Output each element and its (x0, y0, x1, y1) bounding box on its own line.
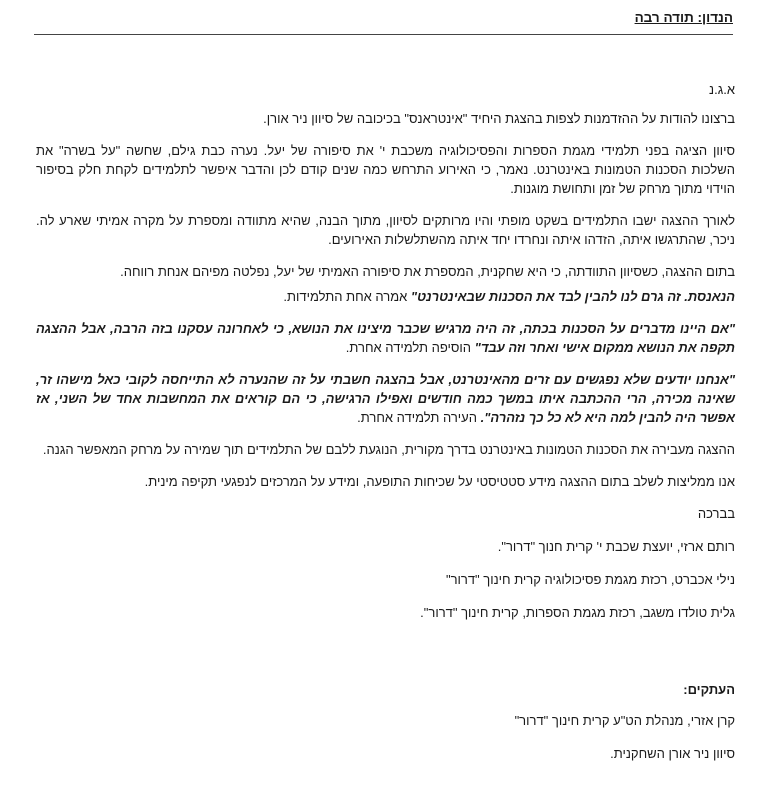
signature-1: רותם ארזי, יועצת שכבת י' קרית חנוך "דרור". (497, 539, 735, 554)
copy-recipient-2: סיוון ניר אורן השחקנית. (610, 746, 735, 761)
student-quote-1: הנאנסת. זה גרם לנו להבין לבד את הסכנות שבאינטרנט" (410, 289, 735, 304)
paragraph-4: בתום ההצגה, כשסיוון התוודתה, כי היא שחקנית, המספרת את סיפורה האמיתי של יעל, נפלטה מפיהם אנחת רווחה. (120, 264, 735, 279)
paragraph-2: סיוון הציגה בפני תלמידי מגמת הספרות והפסיכולוגיה משכבת י' את סיפורה של יעל. נערה כבת גילם, שחשה "על בשרה" את השלכות הסכנות הטמונות באינטרנט. נאמר, כי האירוע התרחש כמה שנים קודם לכן והדבר איפשר לתלמידים לקחת חלק בסיפור הוידוי מתוך מרחק של זמן ותחושת מוגנות. (36, 143, 735, 196)
paragraph-9: אנו ממליצות לשלב בתום ההצגה מידע סטטיסטי על שכיחות התופעה, ומידע על המרכזים לנפגעי תקיפה מינית. (144, 474, 735, 489)
student-quote-2: "אם היינו מדברים על הסכנות בכתה, זה היה מרגיש שכבר מיצינו את הנושא, כי לאחרונה עסקנו בזה הרבה, אבל ההצגה תקפה את הנושא ממקום אישי ואחר וזה עבד" (36, 321, 735, 355)
quote-1-attribution: אמרה אחת התלמידות. (283, 289, 411, 304)
quote-2-attribution: הוסיפה תלמידה אחרת. (345, 340, 475, 355)
closing: בברכה (697, 506, 735, 521)
paragraph-1: ברצונו להודות על ההזדמנות לצפות בהצגת היחיד "אינטראנס" בכיכובה של סיוון ניר אורן. (263, 111, 735, 126)
paragraph-8: ההצגה מעבירה את הסכנות הטמונות באינטרנט בדרך מקורית, הנוגעת ללבם של התלמידים תוך שמירה על מרחק המאפשר הגנה. (42, 442, 735, 457)
paragraph-3: לאורך ההצגה ישבו התלמידים בשקט מופתי והיו מרותקים לסיוון, מתוך הבנה, שהיא מתוודה ומספרת על מקרה אמיתי שארע לה. ניכר, שהתרגשו איתה, הזדהו איתה ונחרדו יחד איתה מהשתלשלות האירועים. (36, 213, 735, 247)
signature-3: גלית טולדו משגב, רכזת מגמת הספרות, קרית חינוך "דרור". (420, 605, 735, 620)
letter-subject: הנדון: תודה רבה (634, 10, 733, 25)
copies-section (36, 680, 735, 777)
copies-heading: העתקים: (683, 682, 735, 697)
quote-3-attribution: העירה תלמידה אחרת. (357, 410, 481, 425)
paragraph-5 (36, 287, 735, 306)
signature-2: נילי אכברט, רכזת מגמת פסיכולוגיה קרית חינוך "דרור" (445, 572, 735, 587)
paragraph-7 (36, 370, 735, 427)
signature-block (36, 504, 735, 622)
letter-body (36, 80, 735, 636)
greeting: א.ג.נ (709, 82, 735, 97)
subject-divider (34, 34, 733, 35)
student-quote-3: "אנחנו יודעים שלא נפגשים עם זרים מהאינטרנט, אבל בהצגה חשבתי על זה שהנערה לא התייחסה לקובי כאל מישהו זר, שאינה מכירה, הרי ההכתבה איתו במשך כמה חודשים ואפילו הרגישה, כי הם קוראים את המחשבות אחד של השני, אז אפשר היה להבין למה היא לא כל כך נזהרה". (36, 372, 735, 425)
copy-recipient-1: קרן אזרי, מנהלת הט"ע קרית חינוך "דרור" (514, 713, 735, 728)
paragraph-6 (36, 319, 735, 357)
